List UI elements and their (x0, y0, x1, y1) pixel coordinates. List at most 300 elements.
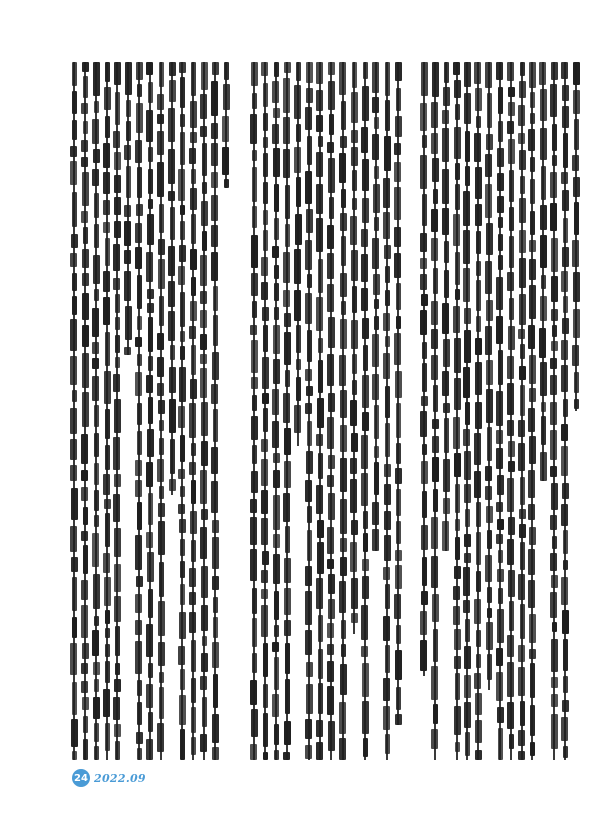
word-glyph (520, 385, 525, 416)
word-glyph (374, 462, 379, 495)
word-glyph (476, 261, 481, 276)
word-glyph (453, 417, 460, 449)
word-glyph (351, 320, 358, 349)
word-glyph (180, 221, 185, 240)
word-glyph (350, 479, 357, 513)
word-glyph (561, 446, 568, 476)
word-glyph (168, 281, 175, 307)
word-glyph (146, 62, 153, 75)
word-glyph (431, 666, 438, 700)
word-glyph (421, 62, 428, 96)
word-glyph (283, 252, 290, 283)
word-glyph (396, 443, 401, 464)
word-glyph (508, 139, 515, 164)
word-glyph (170, 345, 175, 360)
word-glyph (283, 117, 290, 144)
word-glyph (261, 570, 268, 583)
text-line (250, 62, 258, 760)
word-glyph (305, 171, 312, 204)
word-glyph (305, 240, 312, 270)
word-glyph (563, 133, 568, 168)
word-glyph (340, 319, 347, 349)
word-glyph (180, 346, 185, 360)
word-glyph (93, 62, 100, 96)
word-glyph (250, 499, 257, 513)
word-glyph (191, 443, 196, 456)
word-glyph (274, 724, 279, 745)
word-glyph (530, 92, 535, 108)
word-glyph (454, 80, 461, 98)
word-glyph (395, 550, 402, 561)
word-glyph (385, 584, 390, 609)
word-glyph (146, 739, 153, 760)
word-glyph (507, 62, 514, 81)
word-glyph (137, 702, 142, 725)
word-glyph (93, 697, 100, 719)
word-glyph (285, 679, 290, 714)
word-glyph (432, 419, 439, 429)
word-glyph (316, 485, 323, 514)
word-glyph (507, 662, 514, 697)
word-glyph (395, 371, 402, 398)
word-glyph (561, 504, 568, 526)
word-glyph (443, 87, 450, 106)
word-glyph (340, 273, 347, 297)
word-glyph (170, 439, 175, 474)
word-glyph (114, 564, 121, 592)
word-glyph (252, 150, 257, 161)
text-line (261, 62, 269, 760)
text-line (70, 62, 78, 760)
word-glyph (561, 172, 568, 184)
word-glyph (561, 577, 568, 605)
word-glyph (170, 207, 175, 240)
word-glyph (191, 277, 196, 296)
word-glyph (498, 234, 503, 251)
word-glyph (496, 448, 503, 469)
word-glyph (519, 509, 526, 519)
word-glyph (252, 206, 257, 228)
word-glyph (81, 157, 88, 167)
word-glyph (285, 643, 290, 674)
word-glyph (539, 62, 546, 85)
word-glyph (396, 687, 401, 710)
word-glyph (201, 509, 208, 520)
word-glyph (114, 152, 121, 170)
word-glyph (372, 97, 379, 113)
word-glyph (463, 268, 470, 302)
text-line (572, 62, 580, 760)
text-column-left (70, 62, 230, 760)
word-glyph (421, 461, 428, 484)
word-glyph (443, 403, 450, 413)
word-glyph (148, 356, 153, 371)
word-glyph (113, 131, 120, 148)
word-glyph (274, 750, 279, 760)
word-glyph (252, 588, 257, 614)
word-glyph (422, 557, 427, 586)
word-glyph (573, 309, 580, 338)
word-glyph (70, 146, 77, 157)
word-glyph (518, 329, 525, 339)
word-glyph (465, 732, 470, 756)
word-glyph (551, 62, 558, 80)
word-glyph (262, 307, 269, 321)
word-glyph (113, 494, 120, 522)
issue-date: 2022.09 (94, 771, 146, 785)
word-glyph (211, 225, 218, 247)
word-glyph (476, 231, 481, 254)
word-glyph (94, 679, 99, 692)
word-glyph (563, 296, 568, 313)
word-glyph (147, 552, 154, 582)
word-glyph (212, 576, 219, 590)
word-glyph (432, 594, 439, 622)
word-glyph (327, 623, 334, 638)
word-glyph (114, 596, 121, 622)
word-glyph (305, 403, 312, 414)
word-glyph (213, 674, 218, 708)
word-glyph (498, 255, 503, 270)
word-glyph (146, 684, 153, 708)
word-glyph (137, 403, 142, 425)
word-glyph (327, 284, 334, 312)
word-glyph (284, 721, 291, 745)
word-glyph (180, 584, 185, 605)
word-glyph (135, 223, 142, 243)
word-glyph (114, 62, 121, 85)
word-glyph (562, 247, 569, 267)
word-glyph (363, 738, 368, 757)
word-glyph (169, 399, 176, 433)
word-glyph (252, 653, 257, 673)
word-glyph (274, 184, 279, 212)
word-glyph (498, 87, 503, 114)
word-glyph (135, 337, 142, 347)
word-glyph (519, 150, 526, 170)
word-glyph (137, 167, 142, 198)
word-glyph (190, 301, 197, 321)
word-glyph (307, 421, 312, 446)
word-glyph (191, 214, 196, 244)
word-glyph (72, 577, 77, 611)
word-glyph (454, 706, 461, 735)
word-glyph (169, 80, 176, 102)
word-glyph (550, 203, 557, 231)
word-glyph (520, 477, 525, 505)
word-glyph (178, 504, 185, 514)
word-glyph (222, 147, 229, 175)
word-glyph (431, 102, 438, 128)
word-glyph (374, 446, 379, 458)
word-glyph (442, 128, 449, 162)
word-glyph (528, 470, 535, 498)
word-glyph (83, 76, 88, 98)
word-glyph (444, 270, 449, 298)
word-glyph (318, 683, 323, 714)
word-glyph (113, 697, 120, 720)
word-glyph (213, 286, 218, 311)
word-glyph (92, 358, 99, 369)
word-glyph (476, 654, 481, 668)
word-glyph (496, 430, 503, 444)
word-glyph (361, 254, 368, 282)
word-glyph (362, 318, 369, 339)
word-glyph (92, 533, 99, 567)
word-glyph (250, 680, 257, 705)
word-glyph (261, 490, 268, 514)
word-glyph (114, 724, 121, 737)
word-glyph (509, 298, 514, 320)
word-glyph (250, 114, 257, 144)
word-glyph (350, 400, 357, 426)
word-glyph (157, 114, 164, 124)
word-glyph (507, 702, 514, 729)
word-glyph (340, 538, 347, 552)
word-glyph (72, 390, 77, 402)
word-glyph (530, 742, 535, 756)
word-glyph (191, 169, 196, 184)
word-glyph (296, 359, 301, 370)
word-glyph (385, 386, 390, 418)
word-glyph (148, 663, 153, 678)
word-glyph (212, 520, 219, 533)
word-glyph (317, 520, 324, 538)
word-glyph (305, 745, 312, 759)
text-line (222, 62, 230, 760)
word-glyph (285, 185, 290, 219)
word-glyph (82, 353, 89, 388)
word-glyph (508, 102, 515, 116)
word-glyph (124, 250, 131, 264)
text-line (113, 62, 121, 760)
word-glyph (476, 532, 481, 565)
word-glyph (475, 338, 482, 355)
word-glyph (340, 557, 347, 576)
word-glyph (191, 707, 196, 733)
word-glyph (296, 62, 301, 81)
word-glyph (509, 734, 514, 749)
word-glyph (273, 453, 280, 463)
word-glyph (285, 370, 290, 387)
word-glyph (284, 332, 291, 365)
word-glyph (306, 62, 313, 83)
text-line (442, 62, 450, 760)
word-glyph (550, 358, 557, 369)
word-glyph (137, 680, 142, 696)
word-glyph (93, 574, 100, 609)
word-glyph (454, 378, 461, 410)
word-glyph (550, 592, 557, 618)
word-glyph (263, 182, 268, 204)
word-glyph (201, 402, 208, 436)
word-glyph (201, 653, 208, 672)
word-glyph (363, 62, 368, 79)
word-glyph (496, 277, 503, 310)
word-glyph (454, 566, 461, 579)
word-glyph (453, 306, 460, 333)
word-glyph (212, 714, 219, 743)
word-glyph (306, 662, 313, 677)
word-glyph (94, 616, 99, 626)
word-glyph (327, 686, 334, 715)
word-glyph (306, 209, 313, 233)
word-glyph (552, 155, 557, 166)
word-glyph (421, 525, 428, 550)
word-glyph (486, 506, 493, 523)
word-glyph (372, 374, 379, 400)
word-glyph (485, 326, 492, 355)
word-glyph (125, 306, 132, 340)
word-glyph (528, 580, 535, 608)
word-glyph (169, 62, 176, 76)
word-glyph (443, 459, 450, 492)
word-glyph (105, 610, 110, 624)
word-glyph (178, 169, 185, 201)
word-glyph (94, 723, 99, 742)
word-glyph (284, 588, 291, 615)
word-glyph (180, 331, 185, 342)
word-glyph (562, 610, 569, 634)
word-glyph (159, 296, 164, 326)
word-glyph (383, 353, 390, 379)
word-glyph (463, 429, 470, 446)
word-glyph (212, 352, 219, 380)
word-glyph (307, 330, 312, 362)
word-glyph (372, 62, 379, 93)
word-glyph (396, 489, 401, 516)
word-glyph (262, 357, 269, 389)
word-glyph (518, 751, 525, 760)
word-glyph (200, 291, 207, 304)
word-glyph (103, 689, 110, 717)
text-line (135, 62, 143, 760)
word-glyph (105, 661, 110, 683)
word-glyph (72, 617, 77, 638)
word-glyph (498, 350, 503, 385)
word-glyph (385, 734, 390, 754)
word-glyph (431, 133, 438, 154)
word-glyph (105, 723, 110, 751)
word-glyph (159, 486, 164, 499)
word-glyph (92, 342, 99, 354)
word-glyph (485, 154, 492, 177)
word-glyph (147, 289, 154, 299)
word-glyph (126, 166, 131, 198)
word-glyph (421, 396, 428, 406)
word-glyph (137, 275, 142, 309)
word-glyph (103, 553, 110, 573)
word-glyph (529, 240, 536, 252)
word-glyph (455, 289, 460, 300)
word-glyph (551, 677, 558, 688)
word-glyph (422, 194, 427, 226)
word-glyph (552, 325, 557, 337)
word-glyph (200, 255, 207, 286)
word-glyph (574, 119, 579, 150)
word-glyph (263, 713, 268, 747)
word-glyph (72, 62, 77, 86)
word-glyph (157, 383, 164, 396)
word-glyph (82, 392, 89, 427)
text-line (316, 62, 324, 760)
word-glyph (158, 503, 165, 517)
word-glyph (395, 62, 402, 81)
text-line (507, 62, 515, 760)
word-glyph (105, 332, 110, 366)
word-glyph (561, 365, 568, 392)
text-line (189, 62, 197, 760)
word-glyph (350, 542, 357, 572)
word-glyph (263, 83, 268, 107)
word-glyph (508, 87, 515, 97)
word-glyph (135, 535, 142, 570)
word-glyph (274, 591, 279, 620)
word-glyph (394, 143, 401, 155)
word-glyph (384, 464, 391, 477)
word-glyph (507, 121, 514, 134)
word-glyph (475, 167, 482, 199)
word-glyph (529, 527, 536, 545)
word-glyph (551, 694, 558, 707)
word-glyph (115, 741, 120, 760)
word-glyph (351, 433, 358, 452)
word-glyph (147, 303, 154, 313)
word-glyph (385, 423, 390, 457)
word-glyph (394, 162, 401, 182)
word-glyph (328, 62, 335, 75)
word-glyph (361, 605, 368, 640)
word-glyph (137, 431, 142, 455)
word-glyph (103, 271, 110, 292)
word-glyph (431, 301, 438, 325)
word-glyph (351, 250, 358, 281)
text-line (394, 62, 402, 760)
word-glyph (94, 405, 99, 427)
word-glyph (224, 179, 229, 188)
word-glyph (455, 184, 460, 210)
word-glyph (550, 172, 557, 198)
word-glyph (212, 537, 219, 569)
word-glyph (180, 561, 185, 578)
word-glyph (189, 612, 196, 633)
word-glyph (94, 224, 99, 248)
text-line (453, 62, 461, 760)
text-line (383, 62, 391, 760)
word-glyph (274, 657, 279, 690)
word-glyph (339, 62, 346, 95)
word-glyph (191, 640, 196, 672)
word-glyph (103, 200, 110, 215)
word-glyph (180, 435, 185, 462)
word-glyph (105, 238, 110, 266)
word-glyph (496, 672, 503, 701)
word-glyph (72, 296, 77, 315)
word-glyph (200, 676, 207, 690)
word-glyph (307, 136, 312, 165)
word-glyph (487, 427, 492, 461)
word-glyph (520, 604, 525, 639)
word-glyph (317, 398, 324, 428)
word-glyph (340, 458, 347, 492)
word-glyph (497, 609, 504, 643)
word-glyph (113, 278, 120, 290)
word-glyph (294, 249, 301, 284)
word-glyph (114, 474, 121, 487)
word-glyph (562, 190, 569, 211)
word-glyph (541, 416, 546, 445)
word-glyph (222, 116, 229, 142)
